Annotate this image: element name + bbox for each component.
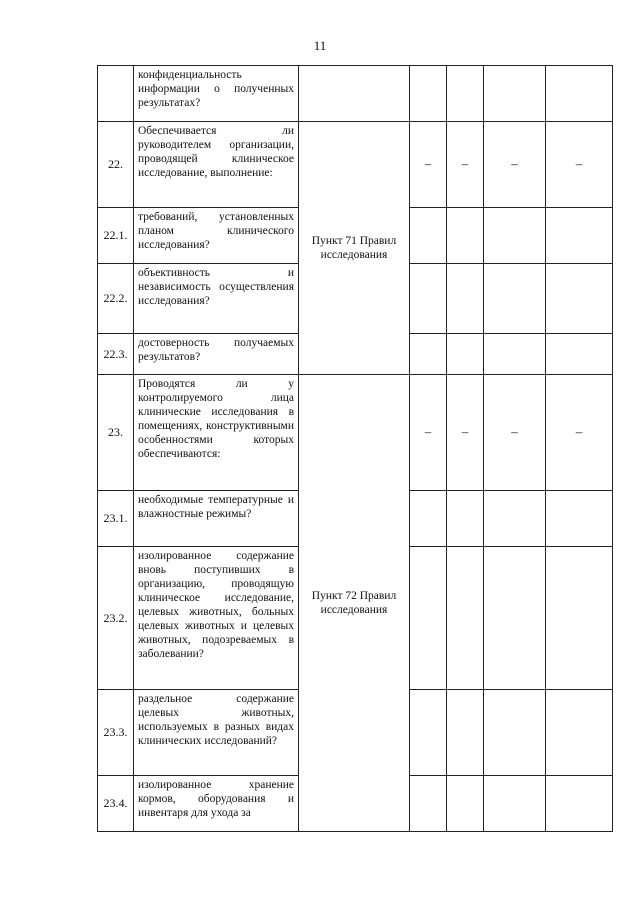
answer-no-cell: [447, 122, 484, 208]
question-text: изолированное содержание вновь поступивших в организацию, проводящую клиническое исследование, целевых животных, больных целевых животных и целевых животных, подозреваемых в заболевании?: [134, 547, 299, 690]
row-number: 22.: [98, 122, 134, 208]
note-cell: [546, 208, 613, 264]
question-text: раздельное содержание целевых животных, используемых в разных видах клинических исследований?: [134, 690, 299, 776]
answer-yes-cell: [410, 690, 447, 776]
answer-na-cell: [484, 690, 546, 776]
answer-no-cell: [447, 66, 484, 122]
answer-yes-cell: [410, 264, 447, 334]
answer-na-cell: [484, 122, 546, 208]
dash-mark: –: [575, 156, 583, 172]
row-number: [98, 66, 134, 122]
answer-na-cell: [484, 66, 546, 122]
note-cell: [546, 66, 613, 122]
table-row: [98, 66, 613, 122]
note-cell: [546, 264, 613, 334]
dash-mark: –: [424, 424, 432, 440]
note-cell: [546, 375, 613, 491]
row-number: 23.: [98, 375, 134, 491]
dash-mark: –: [424, 156, 432, 172]
note-cell: [546, 122, 613, 208]
row-number: 23.4.: [98, 776, 134, 832]
dash-mark: –: [511, 424, 518, 440]
question-text: изолированное хранение кормов, оборудования и инвентаря для ухода за: [134, 776, 299, 832]
answer-no-cell: [447, 334, 484, 375]
table-row: [98, 122, 613, 208]
answer-yes-cell: [410, 547, 447, 690]
dash-mark: –: [461, 424, 469, 440]
note-cell: [546, 491, 613, 547]
answer-na-cell: [484, 334, 546, 375]
row-number: 22.1.: [98, 208, 134, 264]
answer-no-cell: [447, 208, 484, 264]
answer-na-cell: [484, 208, 546, 264]
answer-no-cell: [447, 375, 484, 491]
note-cell: [546, 547, 613, 690]
answer-na-cell: [484, 547, 546, 690]
table-row: [98, 375, 613, 491]
row-number: 22.2.: [98, 264, 134, 334]
note-cell: [546, 776, 613, 832]
answer-no-cell: [447, 776, 484, 832]
answer-na-cell: [484, 776, 546, 832]
dash-mark: –: [461, 156, 469, 172]
answer-yes-cell: [410, 491, 447, 547]
question-text: конфиденциальность информации о полученных результатах?: [134, 66, 299, 122]
question-text: объективность и независимость осуществления исследования?: [134, 264, 299, 334]
question-text: Проводятся ли у контролируемого лица клинические исследования в помещениях, конструктивными особенностями которых обеспечиваются:: [134, 375, 299, 491]
row-number: 22.3.: [98, 334, 134, 375]
legal-reference: Пункт 71 Правил исследования: [299, 122, 410, 375]
answer-yes-cell: [410, 334, 447, 375]
reference-cell: [299, 66, 410, 122]
legal-reference: Пункт 72 Правил исследования: [299, 375, 410, 832]
answer-yes-cell: [410, 122, 447, 208]
answer-na-cell: [484, 375, 546, 491]
answer-yes-cell: [410, 66, 447, 122]
page-number: 11: [313, 38, 327, 53]
note-cell: [546, 690, 613, 776]
question-text: Обеспечивается ли руководителем организации, проводящей клиническое исследование, выполнение:: [134, 122, 299, 208]
answer-no-cell: [447, 547, 484, 690]
question-text: достоверность получаемых результатов?: [134, 334, 299, 375]
checklist-table: [97, 65, 613, 832]
answer-yes-cell: [410, 776, 447, 832]
answer-na-cell: [484, 264, 546, 334]
answer-no-cell: [447, 491, 484, 547]
answer-yes-cell: [410, 208, 447, 264]
row-number: 23.3.: [98, 690, 134, 776]
row-number: 23.2.: [98, 547, 134, 690]
row-number: 23.1.: [98, 491, 134, 547]
answer-no-cell: [447, 690, 484, 776]
answer-no-cell: [447, 264, 484, 334]
question-text: необходимые температурные и влажностные режимы?: [134, 491, 299, 547]
answer-yes-cell: [410, 375, 447, 491]
dash-mark: –: [575, 424, 583, 440]
note-cell: [546, 334, 613, 375]
dash-mark: –: [511, 156, 518, 172]
answer-na-cell: [484, 491, 546, 547]
question-text: требований, установленных планом клинического исследования?: [134, 208, 299, 264]
